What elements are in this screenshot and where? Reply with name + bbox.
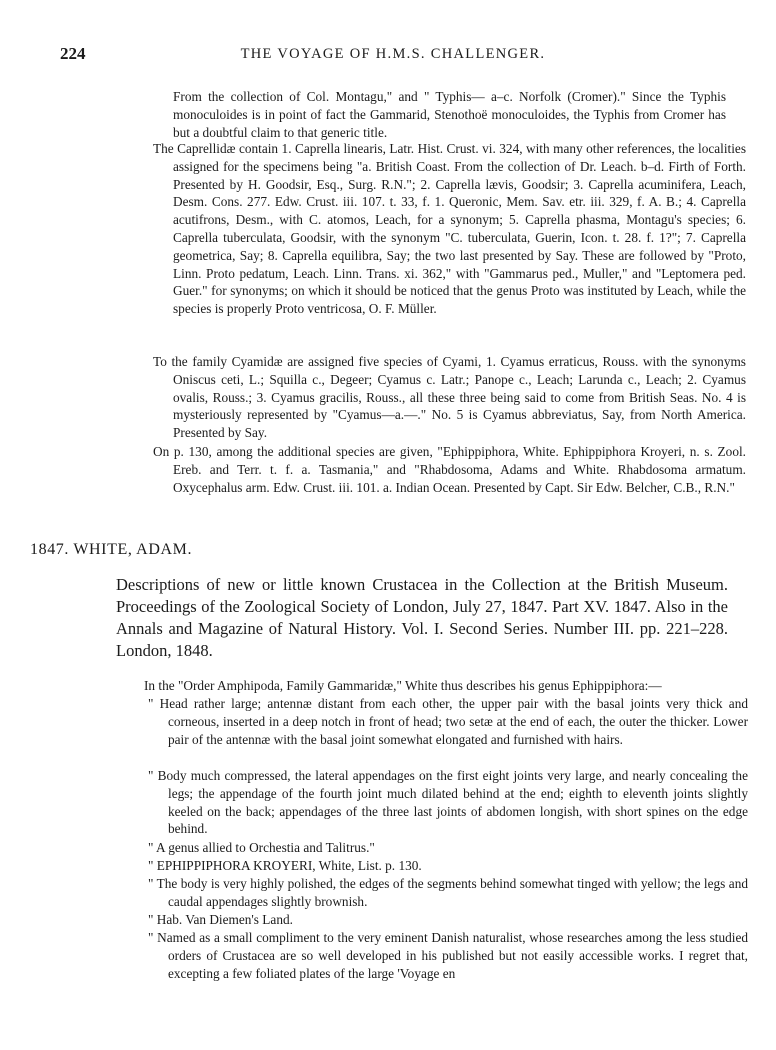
- quote-kroyeri: " EPHIPPIPHORA KROYERI, White, List. p. 130.: [148, 858, 422, 873]
- quote-habitat: " Hab. Van Diemen's Land.: [148, 912, 293, 927]
- paragraph-intro: In the "Order Amphipoda, Family Gammaridæ," White thus describes his genus Ephippiphora:—: [144, 678, 662, 693]
- quote-body: " Body much compressed, the lateral appendages on the first eight joints very large, and nearly concealing the legs; the appendage of the fourth joint much dilated behind at the end; eighth to eleventh joints slightly keeled on the back; appendages of the three last joints of abdomen longish, with short spines on the edge behind.: [148, 768, 748, 837]
- entry-description: Descriptions of new or little known Crustacea in the Collection at the British Museum. Proceedings of the Zoological Society of London, July 27, 1847. Part XV. 1847. Also in the Annals and Magazine of Natural History. Vol. I. Second Series. Number III. pp. 221–228. London, 1848.: [116, 575, 728, 660]
- entry-year: 1847.: [30, 541, 69, 558]
- page-header: [60, 44, 726, 68]
- quote-polished: " The body is very highly polished, the edges of the segments behind somewhat tinged with yellow; the legs and caudal appendages slightly brownish.: [148, 876, 748, 909]
- paragraph-caprellidae: The Caprellidæ contain 1. Caprella linearis, Latr. Hist. Crust. vi. 324, with many other references, the localities assigned for the specimens being "a. British Coast. From the collection of Dr. Leach. b–d. Firth of Forth. Presented by H. Goodsir, Esq., Surg. R.N."; 2. Caprella lævis, Goodsir; 3. Caprella acuminifera, Leach, Desm. Cons. 277. Edw. Crust. iii. 107. t. 33, f. 1. Queronic, Mem. Sav. etr. iii. 329, f. A. B.; 4. Caprella acutifrons, Desm., with C. atomos, Leach, for a synonym; 5. Caprella phasma, Montagu's species; 6. Caprella tuberculata, Goodsir, with the synonym "C. tuberculata, Guerin, Icon. t. 28. f. 1?"; 7. Caprella geometrica, Say; 8. Caprella equilibra, Say; the two last presented by Say. These are followed by "Proto, Linn. Proto pedatum, Leach. Linn. Trans. xi. 362," with "Gammarus ped., Muller," and "Leptomera ped. Guer." for synonyms; on which it should be noticed that the genus Proto was instituted by Leach, while the species is properly Proto ventricosa, O. F. Müller.: [153, 141, 746, 317]
- quote-named: " Named as a small compliment to the very eminent Danish naturalist, whose researches among the less studied orders of Crustacea are so well developed in his published but not easily accessible works. I regret that, excepting a few foliated plates of the large 'Voyage en: [148, 930, 748, 981]
- paragraph-cyamidae: To the family Cyamidæ are assigned five species of Cyami, 1. Cyamus erraticus, Rouss. with the synonyms Oniscus ceti, L.; Squilla c., Degeer; Cyamus c. Latr.; Panope c., Leach; Larunda c., Leach; 2. Cyamus ovalis, Rouss.; 3. Cyamus gracilis, Rouss., all these three being said to come from British Seas. No. 4 is mysteriously represented by "Cyamus—a.—." No. 5 is Cyamus abbreviatus, Say, from North America. Presented by Say.: [153, 354, 746, 441]
- quote-head: " Head rather large; antennæ distant from each other, the upper pair with the basal joints very thick and corneous, inserted in a deep notch in front of head; two setæ at the end of each, the outer the thicker. Lower pair of the antennæ with the basal joint somewhat elongated and furnished with hairs.: [148, 696, 748, 747]
- paragraph-continuation: From the collection of Col. Montagu," and " Typhis— a–c. Norfolk (Cromer)." Since the Typhis monoculoides is in point of fact the Gammarid, Stenothoë monoculoides, the Typhis from Cromer has but a doubtful claim to that generic title.: [173, 89, 726, 140]
- bibliography-entry-heading: [30, 541, 192, 559]
- page-number: 224: [60, 44, 86, 63]
- paragraph-page130: On p. 130, among the additional species are given, "Ephippiphora, White. Ephippiphora Kroyeri, n. s. Zool. Ereb. and Terr. t. f. a. Tasmania," and "Rhabdosoma, Adams and White. Rhabdosoma armatum. Oxycephalus arm. Edw. Crust. iii. 101. a. Indian Ocean. Presented by Capt. Sir Edw. Belcher, C.B., R.N.": [153, 444, 746, 495]
- entry-author: WHITE, ADAM.: [73, 541, 193, 558]
- running-title: THE VOYAGE OF H.M.S. CHALLENGER.: [240, 46, 546, 62]
- quote-allied: " A genus allied to Orchestia and Talitrus.": [148, 840, 375, 855]
